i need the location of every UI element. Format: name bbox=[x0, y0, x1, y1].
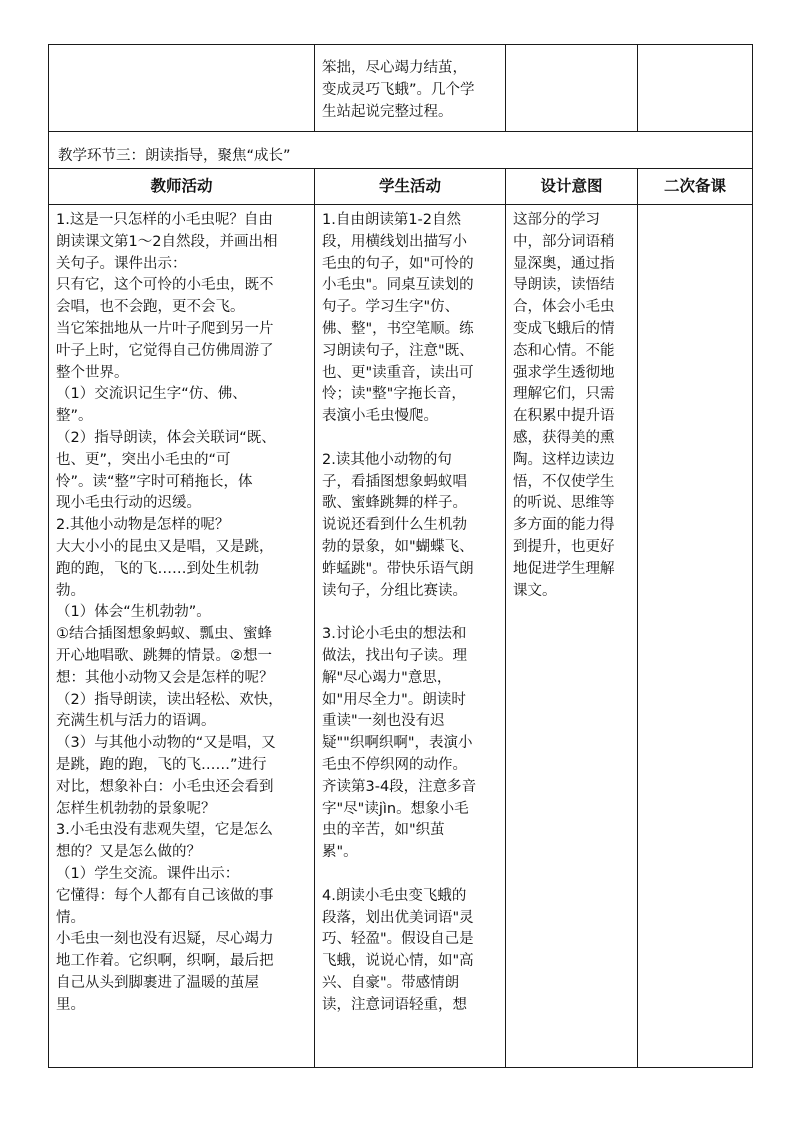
teacher-line: 开心地唱歌、跳舞的情景。②想一 bbox=[56, 647, 272, 664]
student-line: 解"尽心竭力"意思， bbox=[322, 669, 452, 686]
student-line: 歌、蜜蜂跳舞的样子。 bbox=[322, 495, 467, 512]
teacher-line: 3.小毛虫没有悲观失望，它是怎么 bbox=[56, 822, 273, 839]
teacher-line: 自己从头到脚裹进了温暖的茧屋 bbox=[56, 974, 259, 991]
teacher-line: 里。 bbox=[56, 996, 85, 1013]
student-line: 做法，找出句子读。理 bbox=[322, 647, 467, 664]
top-student-line: 变成灵巧飞蛾”。几个学 bbox=[322, 81, 475, 98]
student-line: 小毛虫"。同桌互读划的 bbox=[322, 277, 474, 294]
teacher-line: 怎样生机勃勃的景象呢？ bbox=[56, 800, 216, 817]
top-student-line: 生站起说完整过程。 bbox=[322, 103, 453, 120]
table-border-top bbox=[48, 44, 753, 45]
student-line: 虫的辛苦，如"织茧 bbox=[322, 822, 445, 839]
col-divider-1-body bbox=[314, 168, 315, 1068]
student-line: 兴、自豪"。带感情朗 bbox=[322, 974, 460, 991]
header-design-intent: 设计意图 bbox=[540, 177, 603, 195]
teacher-line: 对比，想象补白：小毛虫还会看到 bbox=[56, 778, 274, 795]
design-line: 中，部分词语稍 bbox=[513, 233, 615, 250]
design-intent-cell bbox=[513, 210, 635, 602]
teacher-line: 充满生机与活力的语调。 bbox=[56, 713, 216, 730]
teacher-line: 现小毛虫行动的迟缓。 bbox=[56, 495, 201, 512]
col-border-left-top bbox=[48, 44, 49, 132]
design-line: 多方面的能力得 bbox=[513, 517, 615, 534]
student-line: 读句子，分组比赛读。 bbox=[322, 582, 467, 599]
student-line bbox=[322, 602, 500, 624]
student-line: 读，注意词语轻重，想 bbox=[322, 996, 467, 1013]
col-border-right-body bbox=[752, 168, 753, 1068]
teacher-line: 只有它，这个可怜的小毛虫，既不 bbox=[56, 277, 274, 294]
student-line bbox=[322, 428, 500, 450]
student-line: 佛、整"，书空笔顺。练 bbox=[322, 320, 474, 337]
student-line: 齐读第3-4段，注意多音 bbox=[322, 778, 477, 795]
design-line: 这部分的学习 bbox=[513, 212, 600, 228]
teacher-line: 叶子上时，它觉得自己仿佛周游了 bbox=[56, 342, 274, 359]
teacher-line: 是跳，跑的跑，飞的飞……”进行 bbox=[56, 756, 267, 773]
teacher-activity-cell bbox=[56, 210, 310, 1016]
student-line bbox=[322, 864, 500, 886]
col-divider-1-top bbox=[314, 44, 315, 132]
row-divider-1 bbox=[48, 131, 753, 132]
student-line: 4.朗读小毛虫变飞蛾的 bbox=[322, 887, 467, 904]
student-line: 重读"一刻也没有迟 bbox=[322, 713, 445, 730]
teacher-line: 朗读课文第1～2自然段，并画出相 bbox=[56, 233, 278, 250]
teacher-line: 情。 bbox=[56, 909, 85, 926]
student-line: 子，看插图想象蚂蚁唱 bbox=[322, 473, 467, 490]
col-divider-3-top bbox=[637, 44, 638, 132]
design-line: 理解它们，只需 bbox=[513, 386, 615, 403]
student-line: 勃的景象，如"蝴蝶飞、 bbox=[322, 538, 474, 555]
student-line: 说说还看到什么生机勃 bbox=[322, 517, 467, 534]
teacher-line: 跑的跑，飞的飞……到处生机勃 bbox=[56, 560, 259, 577]
teacher-line: 想的？又是怎么做的？ bbox=[56, 844, 201, 861]
header-second-notes: 二次备课 bbox=[663, 177, 726, 195]
student-line: 毛虫的句子，如"可怜的 bbox=[322, 255, 474, 272]
teacher-line: 当它笨拙地从一片叶子爬到另一片 bbox=[56, 320, 274, 337]
design-line: 态和心情。不能 bbox=[513, 342, 615, 359]
student-line: 习朗读句子，注意"既、 bbox=[322, 342, 474, 359]
row-divider-3 bbox=[48, 204, 753, 205]
teacher-line: 也、更”，突出小毛虫的“可 bbox=[56, 451, 231, 468]
design-line: 合，体会小毛虫 bbox=[513, 299, 615, 316]
design-line: 感，获得美的熏 bbox=[513, 429, 615, 446]
teacher-line: 勃。 bbox=[56, 582, 85, 599]
top-student-line: 笨拙，尽心竭力结茧， bbox=[322, 60, 467, 76]
design-line: 悟，不仅使学生 bbox=[513, 473, 615, 490]
teacher-line: 大大小小的昆虫又是唱，又是跳， bbox=[56, 538, 274, 555]
table-border-bottom bbox=[48, 1067, 753, 1068]
teacher-line: 关句子。课件出示： bbox=[56, 255, 187, 272]
design-line: 课文。 bbox=[513, 582, 557, 599]
student-line: 2.读其他小动物的句 bbox=[322, 451, 452, 468]
student-line: 巧、轻盈"。假设自己是 bbox=[322, 931, 474, 948]
teacher-line: 想：其他小动物又会是怎样的呢？ bbox=[56, 669, 274, 686]
student-line: 毛虫不停织网的动作。 bbox=[322, 756, 467, 773]
teacher-line: （1）学生交流。课件出示： bbox=[56, 865, 240, 882]
student-line: 怜；读"整"字拖长音， bbox=[322, 386, 466, 403]
header-student-activity: 学生活动 bbox=[378, 177, 441, 195]
design-line: 的听说、思维等 bbox=[513, 495, 615, 512]
design-line: 到提升，也更好 bbox=[513, 538, 615, 555]
teacher-line: （1）体会“生机勃勃”。 bbox=[56, 604, 211, 621]
student-line: 段落，划出优美词语"灵 bbox=[322, 909, 474, 926]
student-line: 句子。学习生字"仿、 bbox=[322, 299, 460, 316]
col-border-left-body bbox=[48, 168, 49, 1068]
student-line: 飞蛾，说说心情，如"高 bbox=[322, 953, 474, 970]
student-line: 表演小毛虫慢爬。 bbox=[322, 408, 438, 425]
col-border-right-section bbox=[752, 131, 753, 169]
teacher-line: 怜”。读“整”字时可稍拖长，体 bbox=[56, 473, 253, 490]
col-divider-3-body bbox=[637, 168, 638, 1068]
design-line: 在积累中提升语 bbox=[513, 408, 615, 425]
section-title: 教学环节三：朗读指导，聚焦“成长” bbox=[58, 148, 291, 164]
teacher-line: 会唱，也不会跑，更不会飞。 bbox=[56, 299, 245, 316]
design-line: 显深奥，通过指 bbox=[513, 255, 615, 272]
teacher-line: 地工作着。它织啊，织啊，最后把 bbox=[56, 953, 274, 970]
header-teacher-activity: 教师活动 bbox=[150, 177, 213, 195]
student-line: 疑""织啊织啊"，表演小 bbox=[322, 735, 473, 752]
teacher-line: 整”。 bbox=[56, 408, 93, 425]
teacher-line: ①结合插图想象蚂蚁、瓢虫、蜜蜂 bbox=[56, 626, 272, 643]
design-line: 变成飞蛾后的情 bbox=[513, 320, 615, 337]
col-divider-2-body bbox=[505, 168, 506, 1068]
student-line: 3.讨论小毛虫的想法和 bbox=[322, 626, 467, 643]
student-line: 累"。 bbox=[322, 844, 358, 861]
student-line: 字"尽"读jìn。想象小毛 bbox=[322, 800, 469, 817]
student-line: 也、更"读重音，读出可 bbox=[322, 364, 474, 381]
teacher-line: 1.这是一只怎样的小毛虫呢？自由 bbox=[56, 212, 273, 228]
teacher-line: 它懂得：每个人都有自己该做的事 bbox=[56, 887, 274, 904]
col-border-right-top bbox=[752, 44, 753, 132]
student-line: 1.自由朗读第1-2自然 bbox=[322, 212, 462, 228]
col-divider-2-top bbox=[505, 44, 506, 132]
teacher-line: （2）指导朗读，体会关联词“既、 bbox=[56, 429, 276, 446]
student-line: 蚱蜢跳"。带快乐语气朗 bbox=[322, 560, 474, 577]
teacher-line: （1）交流识记生字“仿、佛、 bbox=[56, 386, 247, 403]
teacher-line: （3）与其他小动物的“又是唱，又 bbox=[56, 735, 276, 752]
student-line: 如"用尽全力"。朗读时 bbox=[322, 691, 466, 708]
design-line: 强求学生透彻地 bbox=[513, 364, 615, 381]
teacher-line: 整个世界。 bbox=[56, 364, 129, 381]
col-border-left-section bbox=[48, 131, 49, 169]
design-line: 地促进学生理解 bbox=[513, 560, 615, 577]
design-line: 导朗读，读悟结 bbox=[513, 277, 615, 294]
row-divider-2 bbox=[48, 168, 753, 169]
student-line: 段，用横线划出描写小 bbox=[322, 233, 467, 250]
teacher-line: （2）指导朗读，读出轻松、欢快， bbox=[56, 691, 283, 708]
design-line: 陶。这样边读边 bbox=[513, 451, 615, 468]
student-activity-cell bbox=[322, 210, 500, 1016]
teacher-line: 2.其他小动物是怎样的呢？ bbox=[56, 517, 230, 534]
top-row-student-cell bbox=[322, 58, 500, 123]
teacher-line: 小毛虫一刻也没有迟疑，尽心竭力 bbox=[56, 931, 274, 948]
